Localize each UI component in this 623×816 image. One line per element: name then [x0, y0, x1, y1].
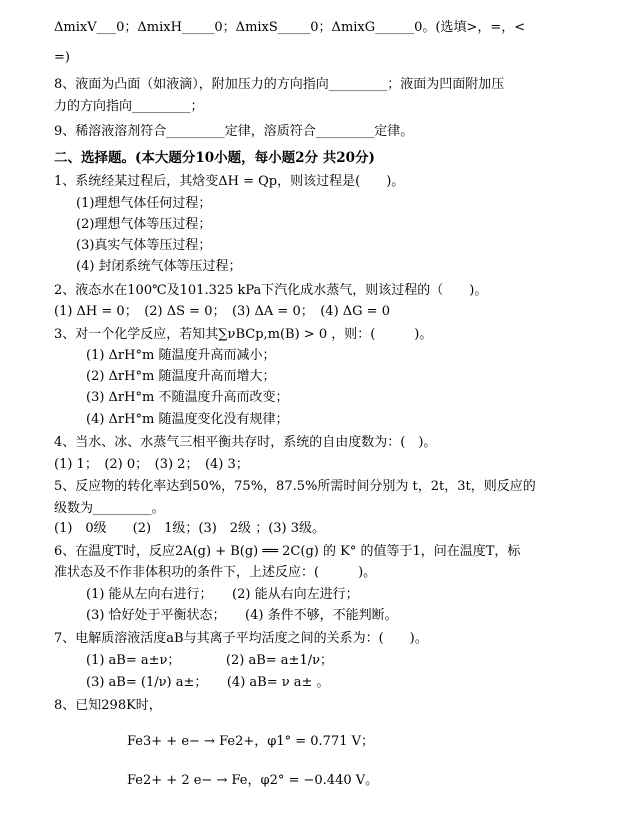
- q3-option-3: (3) ΔrH°m 不随温度升高而改变；: [86, 390, 289, 405]
- q4-stem: 4、当水、冰、水蒸气三相平衡共存时，系统的自由度数为：( )。: [54, 435, 437, 450]
- q8-reaction-2: Fe2+ + 2 e− → Fe，φ2° = −0.440 V。: [127, 773, 379, 788]
- q1-stem: 1、系统经某过程后，其焓变ΔH = Qp，则该过程是( )。: [54, 174, 405, 189]
- q7-stem: 7、电解质溶液活度aB与其离子平均活度之间的关系为：( )。: [54, 631, 428, 646]
- q8-reaction-1: Fe3+ + e− → Fe2+，φ1° = 0.771 V；: [127, 734, 375, 749]
- line-mix-blanks: ΔmixV___0；ΔmixH_____0；ΔmixS_____0；ΔmixG______0。(选填>，=，<: [54, 20, 526, 35]
- q2-options: (1) ΔH = 0； (2) ΔS = 0； (3) ΔA = 0； (4) ΔG = 0: [54, 304, 390, 319]
- q3-stem: 3、对一个化学反应，若知其∑νBCp,m(B) > 0 ，则：( )。: [54, 327, 433, 342]
- q8-stem: 8、已知298K时，: [54, 698, 162, 713]
- q6-options-row2: (3) 恰好处于平衡状态； (4) 条件不够，不能判断。: [86, 608, 398, 623]
- q2-stem: 2、液态水在100℃及101.325 kPa下汽化成水蒸气，则该过程的（ )。: [54, 283, 488, 298]
- q5-options: (1) 0级 (2) 1级；(3) 2级 ；(3) 3级。: [54, 521, 326, 536]
- q6-options-row1: (1) 能从左向右进行； (2) 能从右向左进行；: [86, 587, 359, 602]
- q1-option-1: (1)理想气体任何过程；: [76, 196, 212, 211]
- q4-options: (1) 1； (2) 0； (3) 2； (4) 3；: [54, 457, 249, 472]
- q3-option-1: (1) ΔrH°m 随温度升高而减小；: [86, 348, 276, 363]
- q8-fill-text-cont: 力的方向指向_________；: [54, 99, 204, 114]
- section-heading: 二、选择题。(本大题分10小题，每小题2分 共20分): [54, 150, 375, 166]
- q3-option-4: (4) ΔrH°m 随温度变化没有规律；: [86, 412, 289, 427]
- q5-stem: 5、反应物的转化率达到50%，75%，87.5%所需时间分别为 t，2t，3t，则反应的: [54, 479, 536, 494]
- q6-stem-cont: 准状态及不作非体积功的条件下，上述反应：( )。: [54, 565, 377, 580]
- q7-options-row1: (1) aB= a±ν； (2) aB= a±1/ν；: [86, 653, 333, 668]
- q1-option-2: (2)理想气体等压过程；: [76, 217, 212, 232]
- q1-option-4: (4) 封闭系统气体等压过程；: [76, 259, 242, 274]
- q8-fill-text: 8、液面为凸面（如液滴），附加压力的方向指向_________；液面为凹面附加压: [54, 77, 505, 92]
- q7-options-row2: (3) aB= (1/ν) a±； (4) aB= ν a± 。: [86, 675, 330, 690]
- q6-stem: 6、在温度T时，反应2A(g) + B(g) ══ 2C(g) 的 K° 的值等于1，问在温度T，标: [54, 544, 521, 559]
- line-mix-options: =): [54, 50, 70, 65]
- q1-option-3: (3)真实气体等压过程；: [76, 238, 212, 253]
- q5-stem-cont: 级数为_________。: [54, 501, 165, 516]
- q9-fill-text: 9、稀溶液溶剂符合_________定律，溶质符合_________定律。: [54, 124, 414, 139]
- q3-option-2: (2) ΔrH°m 随温度升高而增大；: [86, 369, 276, 384]
